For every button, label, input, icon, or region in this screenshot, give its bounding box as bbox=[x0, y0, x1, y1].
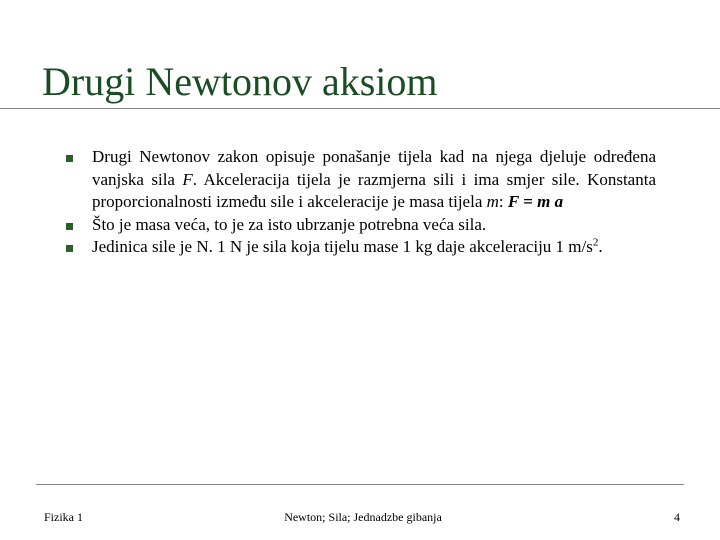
bullet-text: Što je masa veća, to je za isto ubrzanje potrebna veća sila. bbox=[92, 214, 487, 234]
slide-title: Drugi Newtonov aksiom bbox=[42, 59, 438, 104]
bullet-text: . Akceleracija tijela je razmjerna sili i ima smjer sile. Konstanta proporcionalnosti između sile i akceleracije je masa tijela bbox=[92, 169, 656, 211]
bullet-item bbox=[62, 214, 656, 237]
formula: F = m a bbox=[507, 192, 564, 211]
footer-topic: Newton; Sila; Jednadzbe gibanja bbox=[284, 510, 442, 524]
bullet-item bbox=[62, 236, 656, 259]
mass-symbol: m bbox=[486, 192, 499, 211]
square-bullet-icon bbox=[66, 223, 73, 230]
footer-course: Fizika 1 bbox=[44, 510, 83, 524]
title-divider bbox=[0, 108, 720, 109]
bullet-item bbox=[62, 146, 656, 214]
bullet-text: Drugi Newtonov zakon opisuje ponašanje tijela kad na njega djeluje određena vanjska sila bbox=[92, 147, 656, 189]
bullet-text: Jedinica sile je N. 1 N je sila koja tijelu mase 1 kg daje akceleraciju 1 m/s bbox=[92, 237, 593, 256]
bullet-list bbox=[62, 146, 656, 259]
exponent: 2 bbox=[592, 236, 599, 249]
footer-divider bbox=[36, 484, 684, 485]
force-symbol: F bbox=[182, 169, 193, 189]
bullet-text: . bbox=[598, 237, 603, 256]
square-bullet-icon bbox=[66, 245, 73, 252]
square-bullet-icon bbox=[66, 155, 73, 162]
bullet-text: : bbox=[498, 192, 508, 211]
page-number: 4 bbox=[674, 510, 680, 524]
